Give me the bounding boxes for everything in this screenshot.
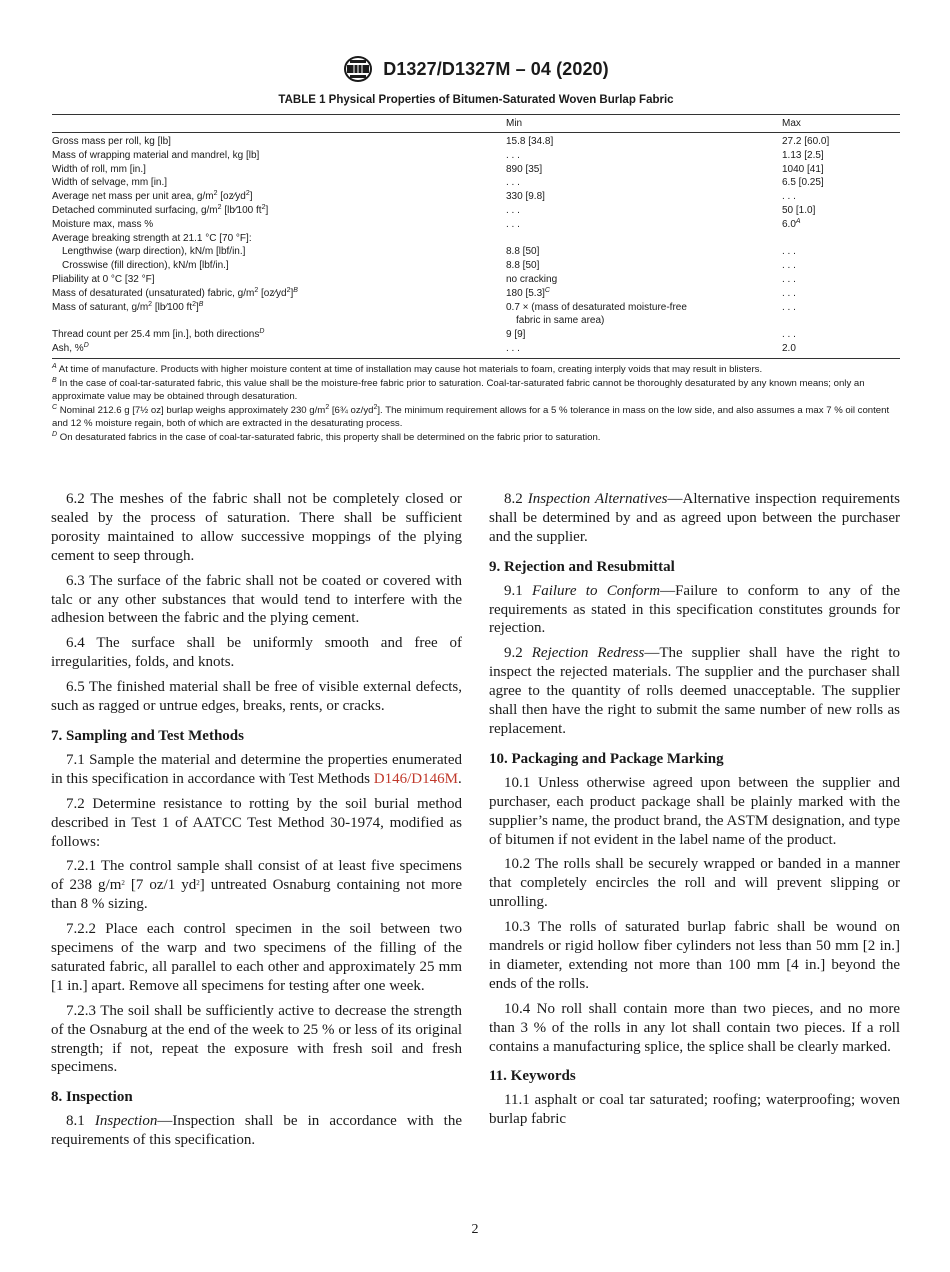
table-row: Mass of wrapping material and mandrel, kg [lb] . . . 1.13 [2.5] [52, 149, 824, 161]
astm-logo-icon [341, 54, 375, 84]
properties-table [52, 114, 900, 359]
paragraph-9-1: 9.1 Failure to Conform—Failure to conform to any of the requirements as stated in this specification constitutes grounds for rejection. [489, 582, 900, 637]
paragraph-9-2: 9.2 Rejection Redress—The supplier shall have the right to inspect the rejected materials. The supplier and the purchaser shall agree to the quantity of rolls deemed unacceptable. The supplier shall then have the right to submit the same number of new rolls as replacement. [489, 645, 900, 737]
paragraph-10-2: 10.2 The rolls shall be securely wrapped or banded in a manner that completely encircles the roll and will prevent slipping or unrolling. [489, 856, 900, 911]
table-row: Lengthwise (warp direction), kN/m [lbf/in.] 8.8 [50] . . . [62, 246, 796, 258]
table-footnotes [52, 363, 900, 445]
test-method-link[interactable]: D146/D146M [373, 770, 458, 787]
table-row: Thread count per 25.4 mm [in.], both directions$^D$ 9 [9] . . . [52, 328, 796, 341]
table-row: Crosswise (fill direction), kN/m [lbf/in.] 8.8 [50] . . . [62, 260, 796, 272]
table-caption: TABLE 1 Physical Properties of Bitumen-Saturated Woven Burlap Fabric [278, 94, 674, 106]
footnote-d: $^D$ On desaturated fabrics in the case of coal-tar-saturated fabric, this property shall be determined on the fabric prior to saturation. [52, 430, 601, 443]
paragraph-10-3: 10.3 The rolls of saturated burlap fabric shall be wound on mandrels or rigid hollow fiber cylinders not less than 50 mm [2 in.] in diameter, extending not more than 100 mm [4 in.] beyond the ends of the rolls. [489, 919, 900, 992]
table-row: Pliability at 0 °C [32 °F] no cracking . . . [52, 273, 796, 285]
table-row: Detached comminuted surfacing, $g/m^2$ [lb⁄100 $ft^2$] . . . 50 [1.0] [52, 203, 816, 216]
column-header-min: Min [506, 117, 523, 129]
paragraph-7-2: 7.2 Determine resistance to rotting by the soil burial method described in Test 1 of AATCC Test Method 30-1974, modified as follows: [51, 795, 462, 850]
paragraph-8-1: 8.1 Inspection—Inspection shall be in accordance with the requirements of this specification. [51, 1113, 463, 1149]
section-heading-9: 9. Rejection and Resubmittal [489, 558, 675, 575]
document-header [0, 54, 950, 84]
paragraph-7-2-3: 7.2.3 The soil shall be sufficiently active to decrease the strength of the Osnaburg at the end of the week to 25 % or less of its original strength; if not, repeat the exposure with fresh soil and fresh specimens. [51, 1002, 462, 1076]
paragraph-7-2-1: 7.2.1 The control sample shall consist of at least five specimens of 238 $g/m^2$ [7 oz/1 $yd^2$] untreated Osnaburg containing not more than 8 % sizing. [51, 858, 462, 913]
section-heading-7: 7. Sampling and Test Methods [51, 727, 244, 744]
table-row: Average net mass per unit area, $g/m^2$ $[oz⁄yd^2]$ 330 [9.8] . . . [52, 190, 796, 203]
table-row: Average breaking strength at 21.1 °C [70 °F]: [52, 232, 252, 244]
right-column [489, 490, 900, 1135]
table-header-row [52, 115, 900, 133]
column-header-max: Max [782, 117, 801, 129]
footnote-a: $^A$ At time of manufacture. Products with higher moisture content at time of installation may cause hot materials to foam, creating interply voids that may result in blisters. [52, 363, 763, 375]
table-row: Width of roll, mm [in.] 890 [35] 1040 [41] [52, 163, 824, 175]
left-column [51, 490, 462, 1156]
page-number: 2 [471, 1222, 479, 1237]
paragraph-7-1: 7.1 Sample the material and determine the properties enumerated in this specification in accordance with Test Methods D146/D146M. [51, 751, 462, 787]
paragraph-10-4: 10.4 No roll shall contain more than two pieces, and no more than 3 % of the rolls in any lot shall contain two pieces. If a roll contains a manufacturing splice, the splice shall be clearly marked. [489, 1000, 900, 1055]
paragraph-7-2-2: 7.2.2 Place each control specimen in the soil between two specimens of the warp and two specimens of the filling of the saturated fabric, all parallel to each other and approximately 25 mm [1 in.] apart. Remove all specimens for testing after one week. [51, 921, 462, 994]
table-row: Mass of desaturated (unsaturated) fabric, $g/m^2$ $[oz⁄yd^2]^B$ 180 $[5.3]^C$ . . . [52, 286, 796, 299]
table-row: Ash, %$^D$ . . . 2.0 [52, 341, 796, 354]
section-heading-11: 11. Keywords [489, 1068, 576, 1085]
paragraph-10-1: 10.1 Unless otherwise agreed upon between the supplier and purchaser, each product package shall be plainly marked with the supplier’s name, the product brand, the ASTM designation, and type of bitumen if not evident in the label name of the product. [489, 774, 900, 848]
section-heading-8: 8. Inspection [51, 1089, 133, 1106]
document-designation: D1327/D1327M – 04 (2020) [383, 58, 609, 79]
section-heading-10: 10. Packaging and Package Marking [489, 750, 724, 767]
paragraph-6-3: 6.3 The surface of the fabric shall not be coated or covered with talc or any other substances that would tend to interfere with the adhesion between the fabric and the plying cement. [51, 572, 462, 627]
footnote-b: $^B$ In the case of coal-tar-saturated fabric, this value shall be the moisture-free fabric prior to saturation. Coal-tar-saturated fabric cannot be thoroughly desaturated by any known means; only an approximate value may be obtained through desaturation. [52, 376, 865, 403]
paragraph-8-2: 8.2 Inspection Alternatives—Alternative inspection requirements shall be determined by and as agreed upon between the purchaser and the supplier. [489, 491, 900, 545]
paragraph-6-4: 6.4 The surface shall be uniformly smooth and free of irregularities, folds, and knots. [51, 635, 462, 671]
footnote-c: $^C$ Nominal 212.6 g [7½ oz] burlap weighs approximately 230 $g/m^2$ [6¾ $oz/yd^2$]. The minimum requirement allows for a 5 % tolerance in mass on the low side, and also assumes a max 7 % oil content and 12 % moisture regain, both of which are extracted in the desaturating process. [52, 403, 890, 430]
table-row: Gross mass per roll, kg [lb] 15.8 [34.8] 27.2 [60.0] [52, 136, 830, 147]
paragraph-11-1: 11.1 asphalt or coal tar saturated; roofing; waterproofing; woven burlap fabric [489, 1092, 900, 1128]
paragraph-6-5: 6.5 The finished material shall be free of visible external defects, such as ragged or untrue edges, breaks, rents, or cracks. [51, 679, 462, 715]
table-row: Mass of saturant, $g/m^2$ [lb⁄100 $ft^2]^B$ 0.7 × (mass of desaturated moisture-free fabric in same area) . . . [52, 300, 796, 327]
table-row: Moisture max, mass % . . . $6.0^A$ [52, 217, 801, 230]
table-row: Width of selvage, mm [in.] . . . 6.5 [0.25] [52, 177, 824, 189]
paragraph-6-2: 6.2 The meshes of the fabric shall not be completely closed or sealed by the process of saturation. There shall be sufficient porosity maintained to allow successive moppings of the plying cement to seep through. [51, 491, 462, 564]
